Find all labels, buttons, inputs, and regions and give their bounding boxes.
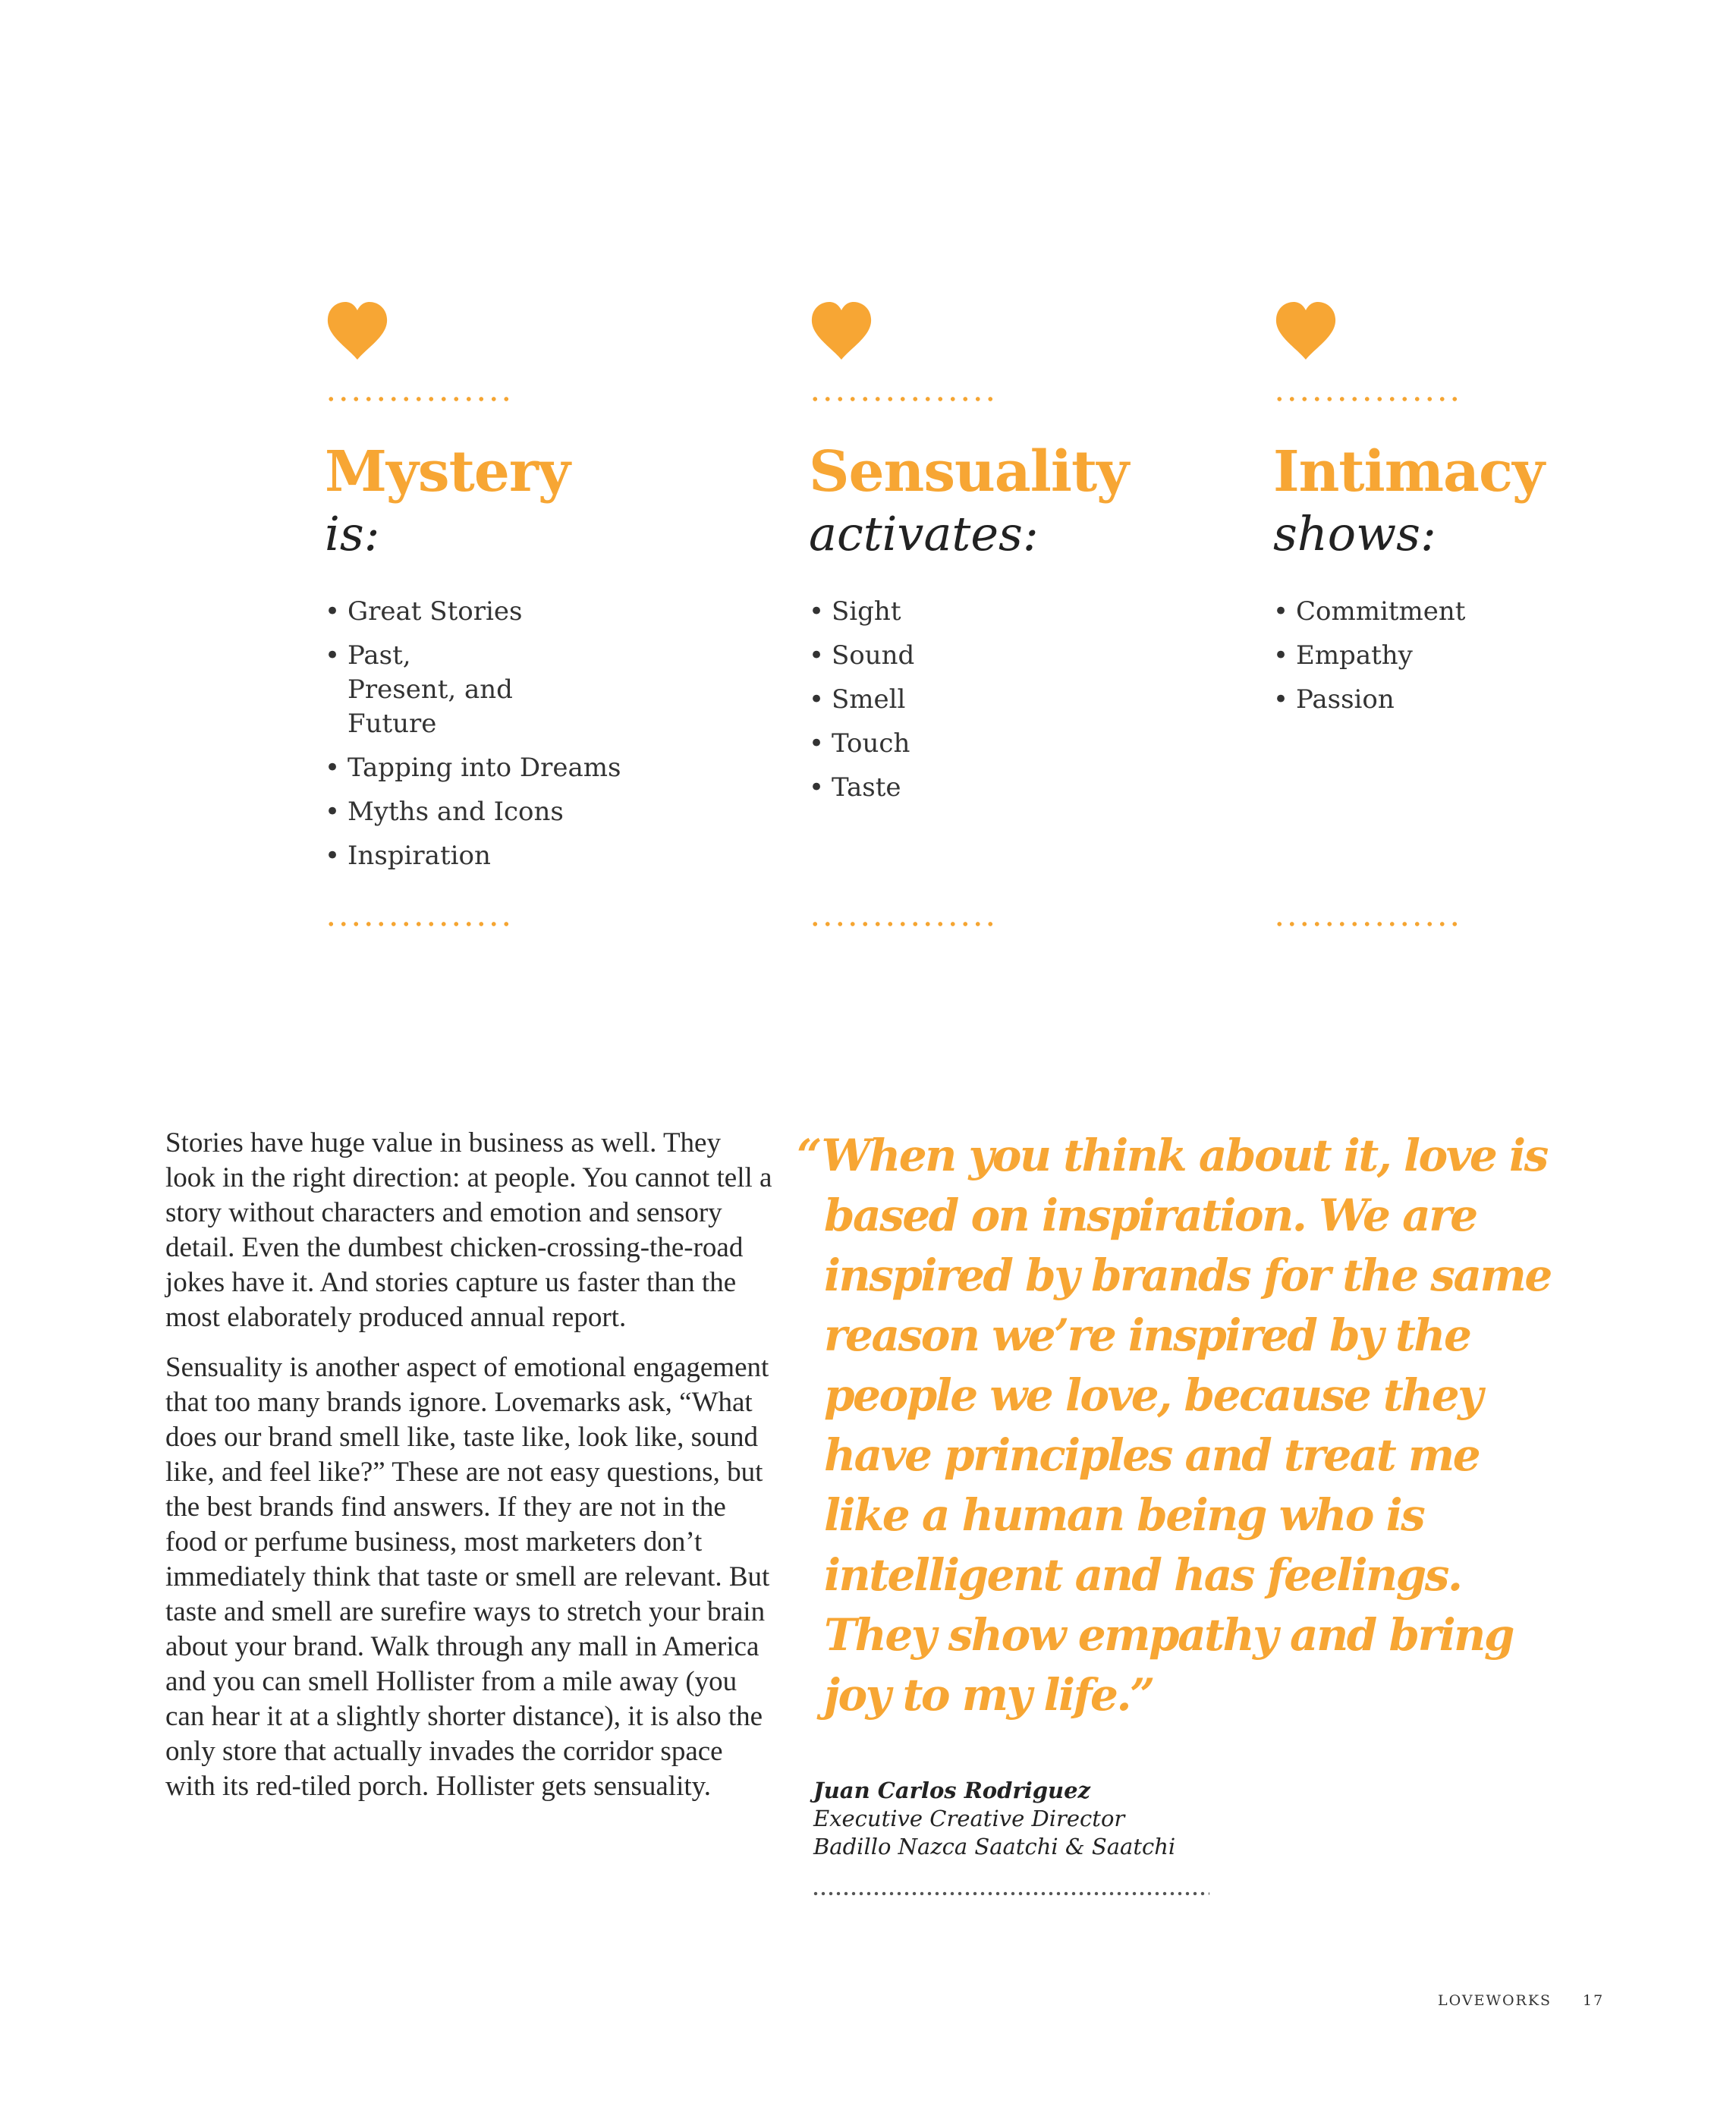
quote-attribution — [813, 1777, 1175, 1861]
list-item: • Commitment — [1273, 595, 1668, 629]
body-text — [165, 1126, 772, 1819]
column-title: Intimacy — [1273, 439, 1545, 505]
list-item: • Myths and Icons — [325, 795, 719, 829]
dotted-divider — [809, 396, 997, 402]
body-paragraph: Sensuality is another aspect of emotional engagement that too many brands ignore. Lovemarks ask, “What does our brand smell like, taste like, look like, sound like, and feel like?” These are not easy questions, but the best brands find answers. If they are not in the food or perfume business, most marketers don’t immediately think that taste or smell are relevant. But taste and smell are surefire ways to stretch your brain about your brand. Walk through any mall in America and you can smell Hollister from a mile away (you can hear it at a slightly shorter distance), it is also the only store that actually invades the corridor space with its red-tiled porch. Hollister gets sensuality. — [165, 1352, 770, 1802]
attribution-company: Badillo Nazca Saatchi & Saatchi — [813, 1834, 1176, 1859]
column-subtitle: shows: — [1273, 506, 1436, 561]
column-title: Sensuality — [809, 439, 1129, 505]
attribution-name: Juan Carlos Rodriguez — [813, 1778, 1091, 1803]
page-number: 17 — [1583, 1992, 1605, 2009]
heart-icon — [1273, 300, 1338, 361]
column-sensuality — [809, 300, 1203, 815]
dotted-divider — [325, 396, 513, 402]
column-mystery — [325, 300, 719, 883]
dotted-divider — [1273, 921, 1461, 927]
footer-publication: LOVEWORKS — [1438, 1992, 1552, 2009]
dotted-divider — [325, 921, 513, 927]
feature-list — [809, 595, 1203, 805]
body-paragraph: Stories have huge value in business as well. They look in the right direction: at people. You cannot tell a story without characters and emotion and sensory detail. Even the dumbest chicken-crossing-the-road jokes have it. And stories capture us faster than the most elaborately produced annual report. — [165, 1127, 772, 1333]
pull-quote: “When you think about it, love is based on inspiration. We are inspired by brands for the same reason we’re inspired by the people we love, because they have principles and treat me like a human being who is intelligent and has feelings. They show empathy and bring joy to my life.” — [797, 1130, 1551, 1721]
dotted-divider — [1273, 396, 1461, 402]
list-item: • Sound — [809, 639, 1203, 673]
column-title: Mystery — [325, 439, 570, 505]
column-intimacy — [1273, 300, 1668, 727]
attribution-role: Executive Creative Director — [813, 1806, 1125, 1831]
feature-list — [325, 595, 719, 873]
list-item: • Taste — [809, 771, 1203, 805]
list-item: • Great Stories — [325, 595, 719, 629]
list-item: • Touch — [809, 727, 1203, 761]
list-item: • Empathy — [1273, 639, 1668, 673]
list-item: • Past, Present, and Future — [325, 639, 522, 741]
dotted-divider — [812, 1891, 1209, 1897]
list-item: • Tapping into Dreams — [325, 751, 719, 785]
heart-icon — [325, 300, 390, 361]
feature-list — [1273, 595, 1668, 717]
list-item: • Sight — [809, 595, 1203, 629]
heart-icon — [809, 300, 874, 361]
column-subtitle: activates: — [809, 506, 1039, 561]
list-item: • Passion — [1273, 683, 1668, 717]
column-subtitle: is: — [325, 506, 380, 561]
dotted-divider — [809, 921, 997, 927]
list-item: • Inspiration — [325, 839, 719, 873]
list-item: • Smell — [809, 683, 1203, 717]
